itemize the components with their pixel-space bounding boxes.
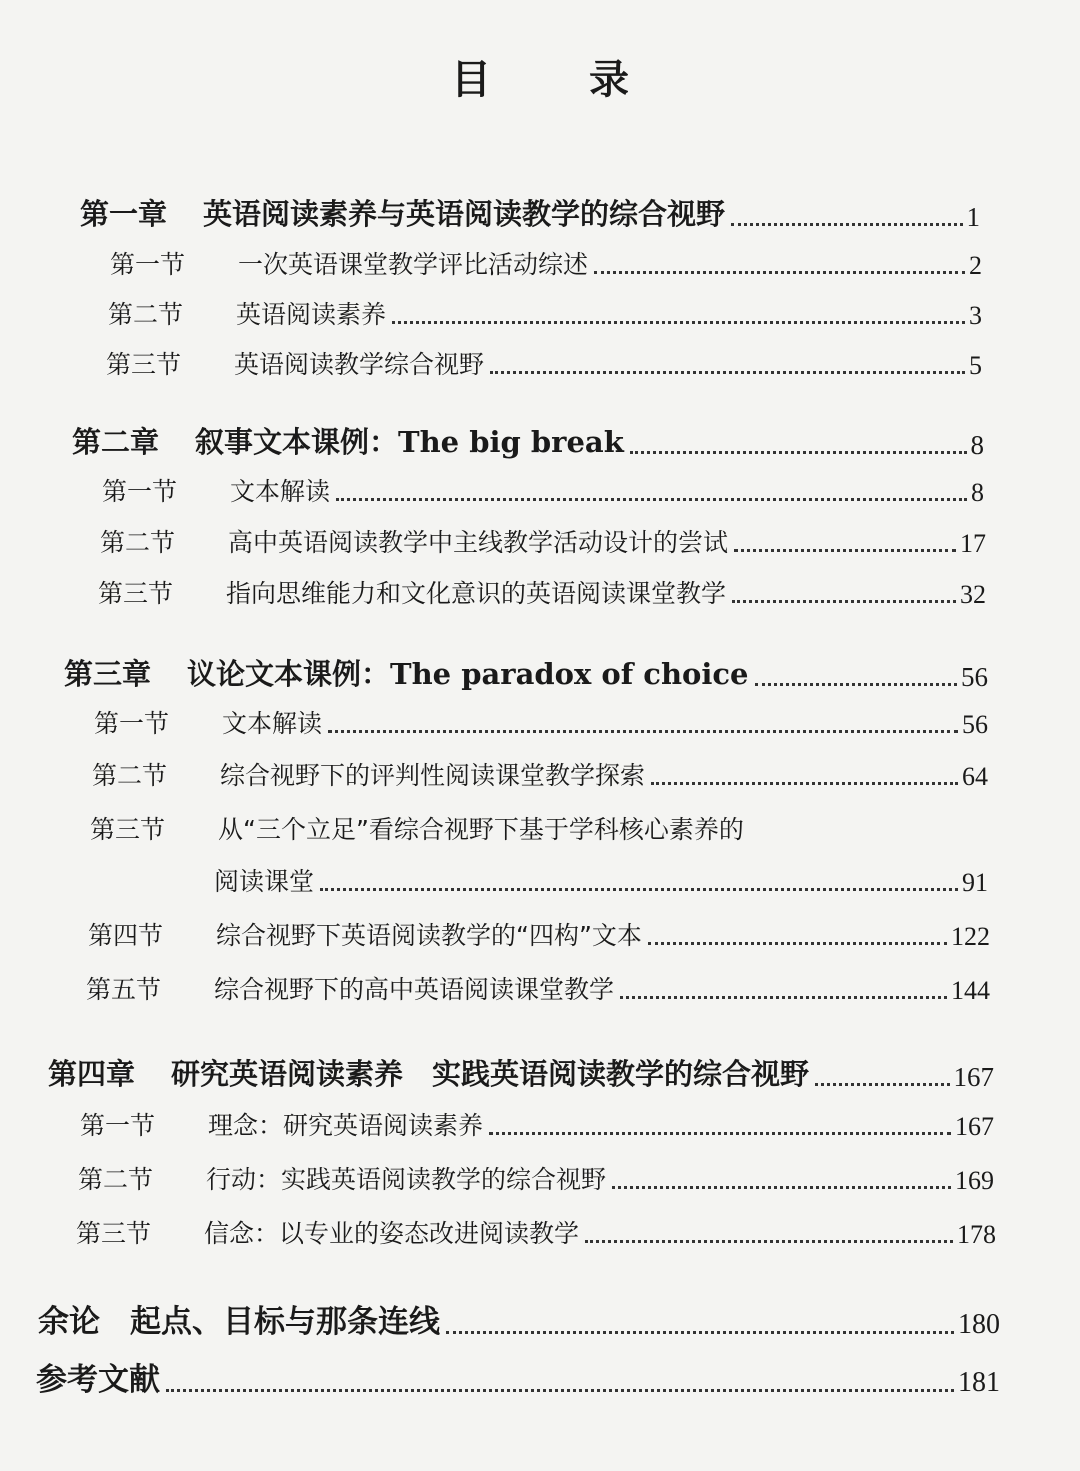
chapter-number: 第二章 [72, 425, 160, 459]
page-number: 3 [969, 301, 982, 330]
toc-chapter-2[interactable] [72, 420, 984, 461]
toc-section-3-5[interactable] [86, 970, 990, 1006]
dot-leader [732, 600, 956, 603]
epilogue-title: 起点、目标与那条连线 [130, 1304, 440, 1340]
dot-leader [731, 223, 962, 226]
section-number: 第三节 [90, 815, 166, 844]
section-title: 文本解读 [230, 477, 331, 506]
toc-section-1-1[interactable] [110, 245, 982, 281]
toc-epilogue[interactable] [38, 1296, 1000, 1341]
dot-leader [755, 683, 958, 686]
dot-leader [630, 451, 967, 454]
section-number: 第一节 [94, 709, 170, 738]
toc-section-3-4[interactable] [88, 916, 990, 952]
toc-section-3-2[interactable] [92, 756, 988, 792]
section-number: 第一节 [80, 1111, 156, 1140]
page-number: 167 [955, 1112, 994, 1141]
chapter-title: 英语阅读素养与英语阅读教学的综合视野 [203, 197, 726, 231]
section-number: 第五节 [86, 975, 162, 1004]
page-number: 167 [953, 1062, 994, 1092]
toc-section-2-2[interactable] [100, 523, 986, 559]
toc-section-3-3-line2[interactable] [214, 862, 988, 898]
chapter-title: 叙事文本课例：The big break [195, 425, 624, 459]
section-title: 理念：研究英语阅读素养 [208, 1111, 484, 1140]
section-number: 第三节 [98, 579, 174, 608]
toc-section-1-2[interactable] [108, 295, 982, 331]
chapter-number: 第一章 [80, 197, 168, 231]
toc-section-4-3[interactable] [76, 1214, 996, 1250]
page-number: 8 [971, 478, 984, 507]
section-title: 行动：实践英语阅读教学的综合视野 [206, 1165, 607, 1194]
toc-references[interactable] [36, 1354, 1000, 1399]
dot-leader [594, 271, 965, 274]
page-number: 1 [966, 202, 980, 232]
section-number: 第二节 [108, 300, 184, 329]
section-title: 英语阅读教学综合视野 [234, 350, 485, 379]
page-number: 91 [962, 868, 988, 897]
section-title-continued: 阅读课堂 [214, 867, 315, 896]
page-number: 56 [961, 662, 988, 692]
page-number: 32 [960, 580, 986, 609]
section-title: 从“三个立足”看综合视野下基于学科核心素养的 [218, 815, 744, 844]
dot-leader [648, 942, 947, 945]
dot-leader [166, 1389, 954, 1392]
page-number: 56 [962, 710, 988, 739]
toc-chapter-1[interactable] [80, 192, 980, 233]
toc-section-2-3[interactable] [98, 574, 986, 610]
toc-section-4-1[interactable] [80, 1106, 994, 1142]
section-number: 第三节 [106, 350, 182, 379]
dot-leader [490, 371, 965, 374]
dot-leader [320, 888, 958, 891]
section-title: 英语阅读素养 [236, 300, 387, 329]
chapter-number: 第四章 [48, 1057, 136, 1091]
dot-leader [651, 782, 958, 785]
section-number: 第一节 [102, 477, 178, 506]
section-number: 第四节 [88, 921, 164, 950]
dot-leader [734, 549, 956, 552]
section-title: 综合视野下的高中英语阅读课堂教学 [214, 975, 615, 1004]
section-number: 第一节 [110, 250, 186, 279]
dot-leader [620, 996, 947, 999]
dot-leader [585, 1240, 953, 1243]
dot-leader [612, 1186, 951, 1189]
section-title: 一次英语课堂教学评比活动综述 [238, 250, 589, 279]
section-number: 第二节 [100, 528, 176, 557]
references-title: 参考文献 [36, 1362, 160, 1398]
page-number: 8 [970, 430, 984, 460]
page-number: 181 [958, 1367, 1000, 1398]
dot-leader [336, 498, 967, 501]
section-title: 高中英语阅读教学中主线教学活动设计的尝试 [228, 528, 729, 557]
page-number: 122 [951, 922, 990, 951]
dot-leader [392, 321, 965, 324]
page-number: 2 [969, 251, 982, 280]
section-number: 第二节 [92, 761, 168, 790]
chapter-title: 研究英语阅读素养 实践英语阅读教学的综合视野 [171, 1057, 810, 1091]
page-number: 5 [969, 351, 982, 380]
toc-chapter-4[interactable] [48, 1052, 994, 1093]
toc-section-2-1[interactable] [102, 472, 984, 508]
section-title: 文本解读 [222, 709, 323, 738]
section-number: 第三节 [76, 1219, 152, 1248]
toc-section-3-3-line1[interactable] [90, 810, 744, 846]
section-title: 信念：以专业的姿态改进阅读教学 [204, 1219, 580, 1248]
toc-section-4-2[interactable] [78, 1160, 994, 1196]
page-number: 169 [955, 1166, 994, 1195]
chapter-number: 第三章 [64, 657, 152, 691]
page-number: 17 [960, 529, 986, 558]
dot-leader [489, 1132, 951, 1135]
section-number: 第二节 [78, 1165, 154, 1194]
section-title: 综合视野下英语阅读教学的“四构”文本 [216, 921, 642, 950]
page-number: 180 [958, 1309, 1000, 1340]
page-number: 144 [951, 976, 990, 1005]
toc-chapter-3[interactable] [64, 652, 988, 693]
epilogue-label: 余论 [38, 1304, 100, 1340]
dot-leader [815, 1083, 949, 1086]
section-title: 指向思维能力和文化意识的英语阅读课堂教学 [226, 579, 727, 608]
toc-section-3-1[interactable] [94, 704, 988, 740]
toc-section-1-3[interactable] [106, 345, 982, 381]
dot-leader [328, 730, 958, 733]
page-number: 178 [957, 1220, 996, 1249]
chapter-title: 议论文本课例：The paradox of choice [187, 657, 749, 691]
page-title: 目 录 [451, 57, 671, 103]
dot-leader [446, 1331, 954, 1334]
section-title: 综合视野下的评判性阅读课堂教学探索 [220, 761, 646, 790]
page-number: 64 [962, 762, 988, 791]
